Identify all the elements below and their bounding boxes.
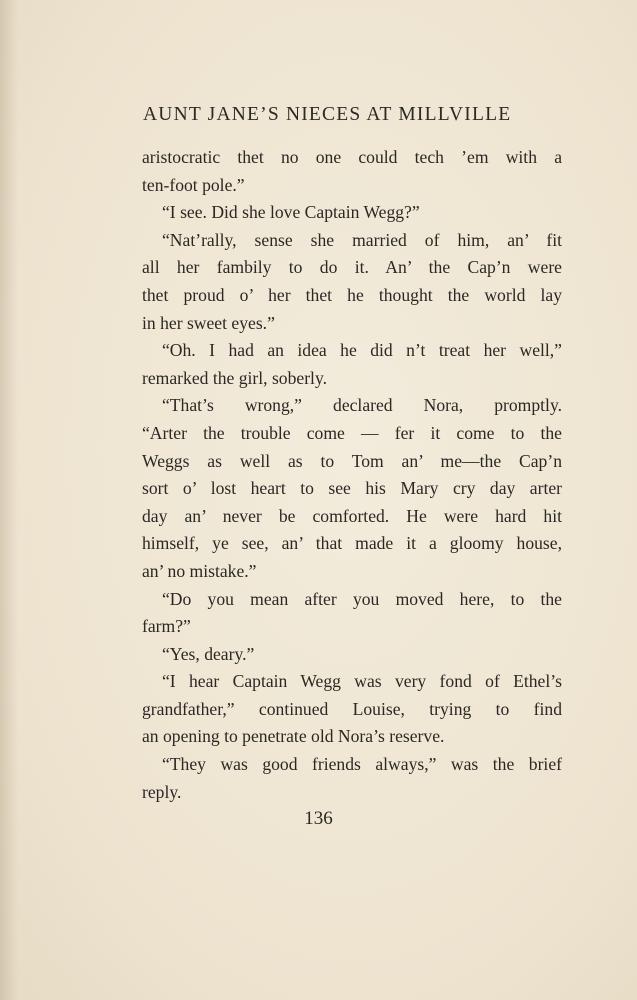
text-line: reply. bbox=[142, 781, 182, 802]
text-line: in her sweet eyes.” bbox=[142, 312, 275, 333]
text-line: grandfather,” continued Louise, trying to find bbox=[142, 698, 562, 719]
text-line: sort o’ lost heart to see his Mary cry day arter bbox=[142, 478, 562, 499]
text-line: “I see. Did she love Captain Wegg?” bbox=[162, 202, 420, 223]
page-number: 136 bbox=[304, 808, 333, 829]
text-line: Weggs as well as to Tom an’ me—the Cap’n bbox=[142, 450, 562, 471]
text-line: “Arter the trouble come — fer it come to the bbox=[142, 422, 562, 443]
text-line: “I hear Captain Wegg was very fond of Ethel’s bbox=[162, 671, 562, 692]
text-line: remarked the girl, soberly. bbox=[142, 367, 327, 388]
paragraph bbox=[142, 392, 562, 585]
paragraph bbox=[142, 751, 562, 806]
paragraph bbox=[142, 199, 562, 227]
paragraph bbox=[142, 668, 562, 751]
text-line: “Oh. I had an idea he did n’t treat her well,” bbox=[162, 340, 562, 361]
text-line: an opening to penetrate old Nora’s reserve. bbox=[142, 726, 445, 747]
text-line: all her fambily to do it. An’ the Cap’n were bbox=[142, 257, 562, 278]
text-line: “Do you mean after you moved here, to the bbox=[162, 588, 562, 609]
text-line: aristocratic thet no one could tech ’em with a bbox=[142, 147, 562, 167]
spine-shadow bbox=[0, 0, 18, 1000]
body-text bbox=[142, 144, 562, 806]
text-line: “They was good friends always,” was the brief bbox=[162, 754, 562, 775]
text-line: day an’ never be comforted. He were hard hit bbox=[142, 505, 562, 526]
text-line: an’ no mistake.” bbox=[142, 560, 257, 581]
paragraph bbox=[142, 586, 562, 641]
text-line: thet proud o’ her thet he thought the world lay bbox=[142, 284, 562, 305]
text-line: farm?” bbox=[142, 616, 191, 637]
paragraph bbox=[142, 144, 562, 199]
running-head: AUNT JANE’S NIECES AT MILLVILLE bbox=[143, 104, 512, 125]
text-line: “Yes, deary.” bbox=[162, 643, 255, 664]
paragraph bbox=[142, 227, 562, 337]
text-line: ten-foot pole.” bbox=[142, 174, 245, 195]
paragraph bbox=[142, 337, 562, 392]
text-line: himself, ye see, an’ that made it a gloomy house, bbox=[142, 533, 562, 554]
text-line: “That’s wrong,” declared Nora, promptly. bbox=[162, 395, 562, 416]
paragraph bbox=[142, 641, 562, 669]
text-line: “Nat’rally, sense she married of him, an’ fit bbox=[162, 229, 562, 250]
